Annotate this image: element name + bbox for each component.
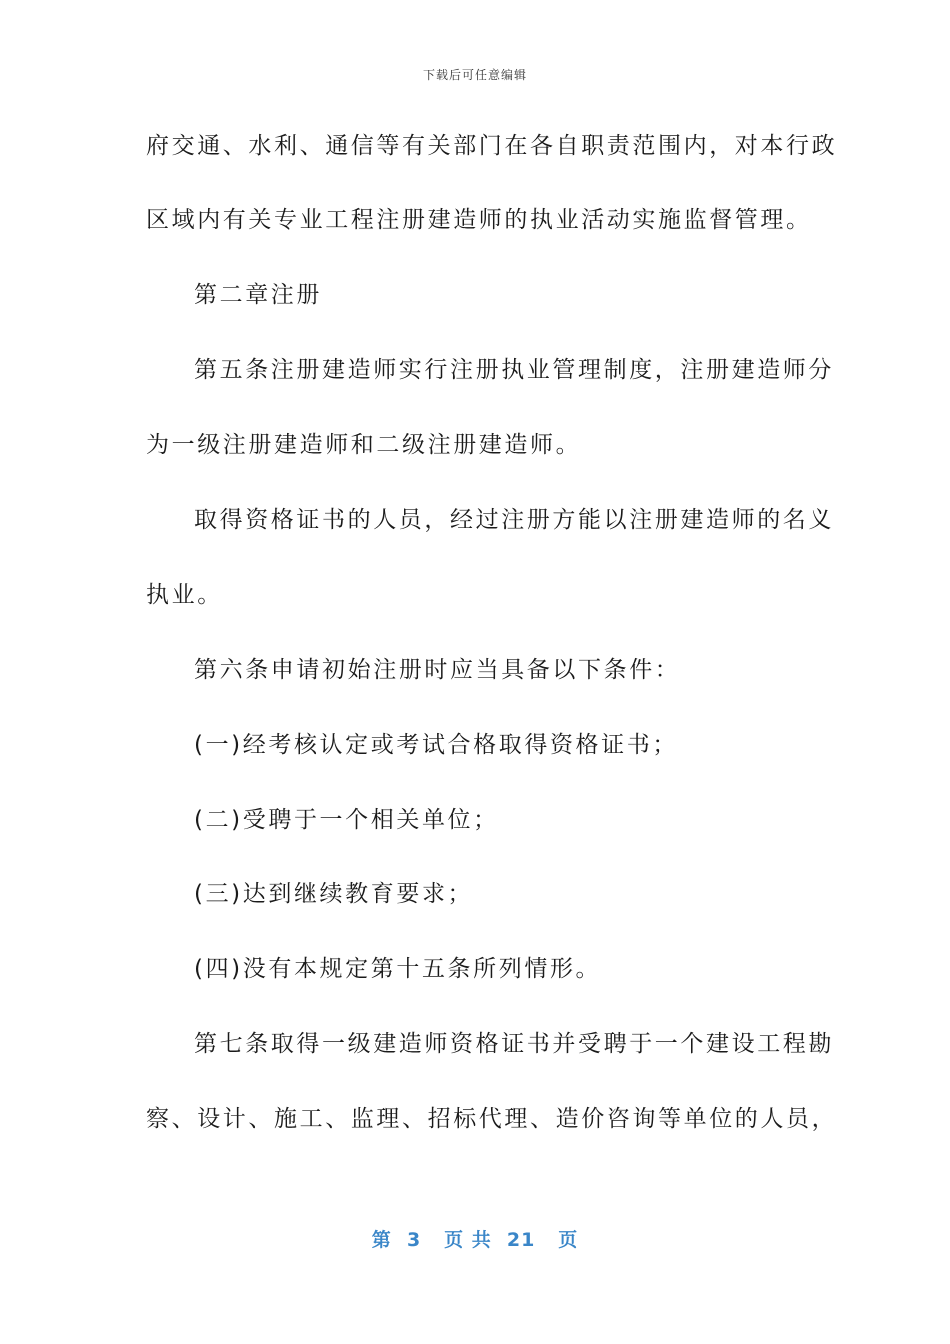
article-line: 第七条取得一级建造师资格证书并受聘于一个建设工程勘 (194, 1031, 834, 1057)
body-line: 执业。 (146, 582, 223, 608)
list-item: (三)达到继续教育要求； (194, 881, 474, 907)
body-line: 区域内有关专业工程注册建造师的执业活动实施监督管理。 (146, 207, 812, 233)
list-item: (二)受聘于一个相关单位； (194, 807, 499, 833)
body-line: 察、设计、施工、监理、招标代理、造价咨询等单位的人员， (146, 1106, 838, 1132)
article-line: 第六条申请初始注册时应当具备以下条件： (194, 657, 681, 683)
paragraph-line: 取得资格证书的人员，经过注册方能以注册建造师的名义 (194, 507, 834, 533)
article-line: 第五条注册建造师实行注册执业管理制度，注册建造师分 (194, 357, 834, 383)
body-line: 府交通、水利、通信等有关部门在各自职责范围内，对本行政 (146, 133, 838, 159)
chapter-heading: 第二章注册 (194, 282, 322, 308)
list-item: (四)没有本规定第十五条所列情形。 (194, 956, 602, 982)
list-item: (一)经考核认定或考试合格取得资格证书； (194, 732, 678, 758)
header-note: 下载后可任意编辑 (422, 68, 527, 82)
body-line: 为一级注册建造师和二级注册建造师。 (146, 432, 582, 458)
page-number: 第 3 页 共 21 页 (371, 1229, 579, 1251)
